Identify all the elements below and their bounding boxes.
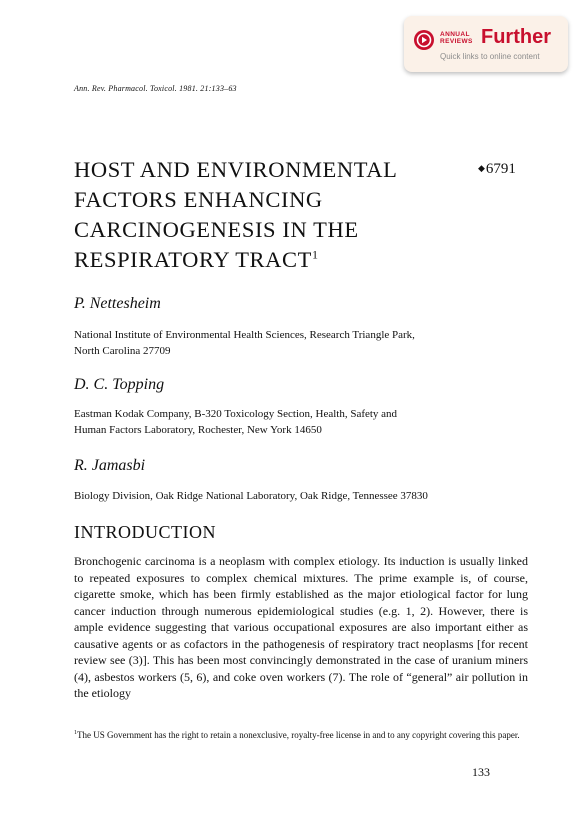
author-affiliation: [74, 488, 534, 504]
title-line: HOST AND ENVIRONMENTAL: [74, 157, 398, 182]
article-code: [478, 161, 516, 178]
title-footnote-mark: 1: [311, 247, 319, 262]
affiliation-line: Biology Division, Oak Ridge National Laboratory, Oak Ridge, Tennessee 37830: [74, 490, 428, 502]
author-affiliation: [74, 406, 534, 438]
badge-further-label: Further: [481, 26, 551, 48]
section-heading: INTRODUCTION: [74, 522, 216, 542]
title-line: FACTORS ENHANCING: [74, 187, 323, 212]
affiliation-line: North Carolina 27709: [74, 345, 171, 357]
page-number: 133: [472, 765, 490, 779]
affiliation-line: Eastman Kodak Company, B-320 Toxicology Section, Health, Safety and: [74, 408, 398, 420]
diamond-icon: ◆: [478, 163, 485, 173]
author-affiliation: [74, 327, 534, 359]
footnote-mark: 1: [74, 730, 77, 736]
footnote-text: The US Government has the right to retain a nonexclusive, royalty-free license in and to any copyright covering this paper.: [77, 730, 520, 740]
article-code-number: 6791: [485, 161, 516, 177]
title-line: RESPIRATORY TRACT: [74, 247, 312, 272]
title-line: CARCINOGENESIS IN THE: [74, 217, 359, 242]
article-title: [74, 155, 434, 275]
further-badge[interactable]: [404, 16, 568, 72]
author-name: P. Nettesheim: [74, 295, 161, 312]
affiliation-line: National Institute of Environmental Health Sciences, Research Triangle Park,: [74, 329, 415, 341]
badge-tagline: Quick links to online content: [440, 52, 540, 61]
author-name: D. C. Topping: [74, 376, 165, 393]
badge-reviews-label: REVIEWS: [440, 38, 473, 45]
badge-annual-label: ANNUAL: [440, 31, 470, 38]
footnote: [74, 727, 528, 742]
play-circle-icon: [414, 30, 434, 50]
author-name: R. Jamasbi: [74, 457, 146, 474]
journal-citation: Ann. Rev. Pharmacol. Toxicol. 1981. 21:133–63: [74, 84, 237, 93]
affiliation-line: Human Factors Laboratory, Rochester, New York 14650: [74, 424, 322, 436]
body-paragraph: Bronchogenic carcinoma is a neoplasm with complex etiology. Its induction is usually linked to repeated exposures to complex chemical mixtures. The prime example is, of course, cigarette smoke, which has been firmly established as the major etiological factor for lung cancer induction through numerous epidemiological studies (e.g. 1, 2). However, there is ample evidence suggesting that various occupational exposures are also important either as causative agents or as cofactors in the pathogenesis of respiratory tract neoplasms [for recent review see (3)]. This has been most convincingly demonstrated in the case of uranium miners (4), asbestos workers (5, 6), and coke oven workers (7). The role of “general” air pollution in the etiology: [74, 554, 528, 700]
